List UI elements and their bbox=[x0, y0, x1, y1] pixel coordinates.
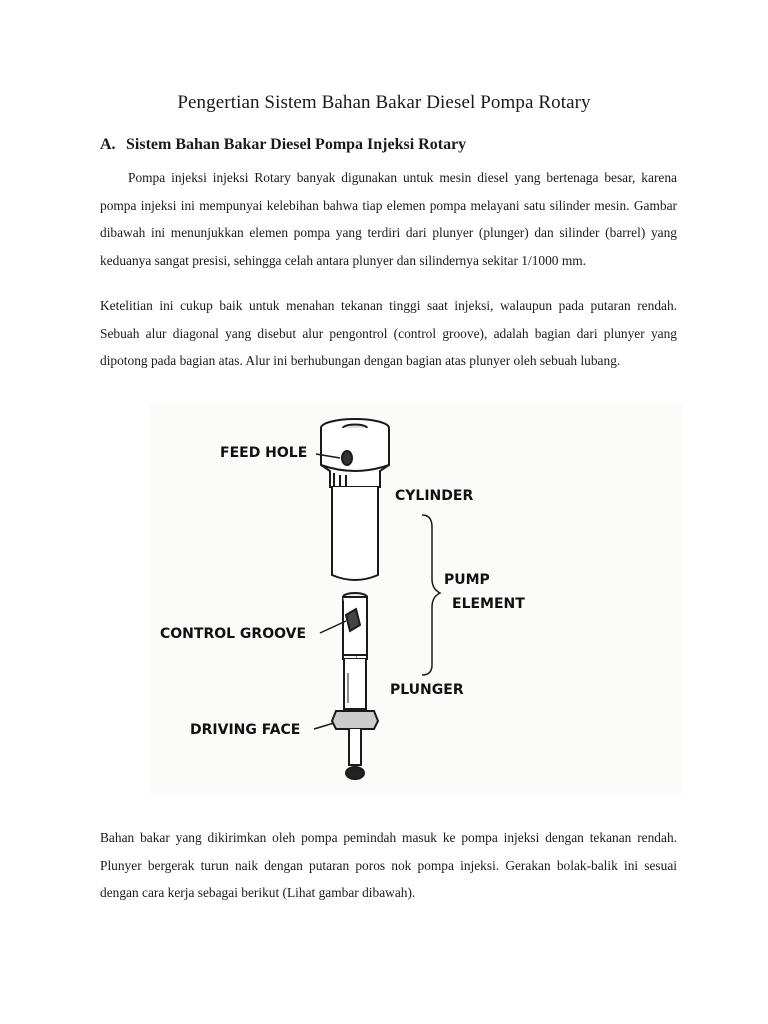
section-number: A. bbox=[100, 136, 116, 153]
label-pump: PUMP bbox=[444, 572, 490, 588]
label-driving-face: DRIVING FACE bbox=[190, 722, 301, 738]
label-plunger: PLUNGER bbox=[390, 682, 464, 698]
label-feed-hole: FEED HOLE bbox=[220, 445, 308, 461]
page-title: Pengertian Sistem Bahan Bakar Diesel Pompa Rotary bbox=[177, 92, 591, 113]
section-heading bbox=[100, 136, 466, 154]
section-heading-text: Sistem Bahan Bakar Diesel Pompa Injeksi Rotary bbox=[126, 136, 467, 153]
pump-element-diagram bbox=[150, 403, 682, 795]
pump-element-figure bbox=[150, 403, 682, 795]
paragraph-2: Ketelitian ini cukup baik untuk menahan tekanan tinggi saat injeksi, walaupun pada putaran rendah. Sebuah alur diagonal yang disebut alur pengontrol (control groove), adalah bagian dari plunyer yang dipotong pada bagian atas. Alur ini berhubungan dengan bagian atas plunyer oleh sebuah lubang. bbox=[100, 298, 677, 369]
label-element: ELEMENT bbox=[452, 596, 525, 612]
label-control-groove: CONTROL GROOVE bbox=[160, 626, 307, 642]
label-cylinder: CYLINDER bbox=[395, 488, 474, 504]
cylinder-drawing bbox=[321, 419, 389, 580]
paragraph-1: Pompa injeksi injeksi Rotary banyak digunakan untuk mesin diesel yang bertenaga besar, karena pompa injeksi ini mempunyai kelebihan bahwa tiap elemen pompa melayani satu silinder mesin. Gambar dibawah ini menunjukkan elemen pompa yang terdiri dari plunyer (plunger) dan silinder (barrel) yang keduanya sangat presisi, sehingga celah antara plunyer dan silindernya sekitar 1/1000 mm. bbox=[100, 170, 677, 269]
paragraph-3: Bahan bakar yang dikirimkan oleh pompa pemindah masuk ke pompa injeksi dengan tekanan rendah. Plunyer bergerak turun naik dengan putaran poros nok pompa injeksi. Gerakan bolak-balik ini sesuai dengan cara kerja sebagai berikut (Lihat gambar dibawah). bbox=[100, 830, 677, 901]
